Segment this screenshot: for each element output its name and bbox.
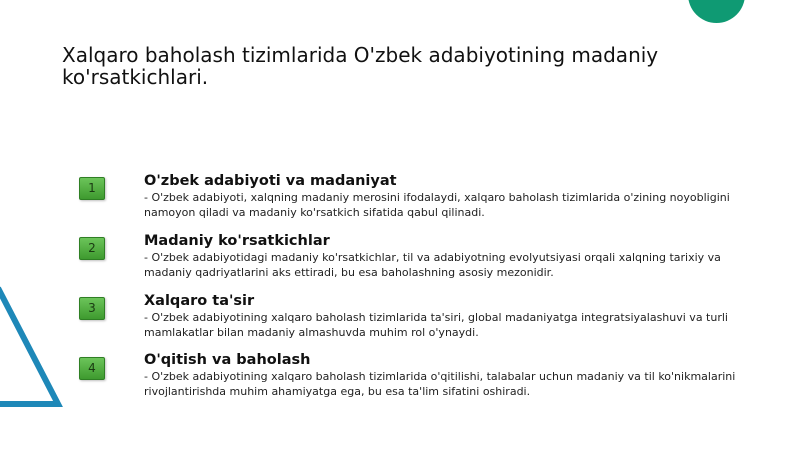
number-badge: 2 bbox=[79, 237, 105, 260]
number-badge: 4 bbox=[79, 357, 105, 380]
list-item bbox=[0, 292, 800, 352]
list-item bbox=[0, 232, 800, 292]
list-item bbox=[0, 172, 800, 232]
item-title: Madaniy ko'rsatkichlar bbox=[144, 233, 330, 249]
decorative-circle bbox=[688, 0, 745, 23]
item-title: O'qitish va baholash bbox=[144, 352, 311, 368]
item-description: - O'zbek adabiyotining xalqaro baholash tizimlarida o'qitilishi, talabalar uchun madaniy va til ko'nikmalarini rivojlantirishda muhim ahamiyatga ega, bu esa ta'lim sifatini oshiradi. bbox=[144, 370, 736, 398]
slide-title: Xalqaro baholash tizimlarida O'zbek adabiyotining madaniy ko'rsatkichlari. bbox=[62, 43, 659, 89]
number-badge: 1 bbox=[79, 177, 105, 200]
list-item bbox=[0, 351, 800, 411]
number-badge: 3 bbox=[79, 297, 105, 320]
item-title: O'zbek adabiyoti va madaniyat bbox=[144, 173, 397, 189]
item-description: - O'zbek adabiyotidagi madaniy ko'rsatkichlar, til va adabiyotning evolyutsiyasi orqali xalqning tarixiy va madaniy qadriyatlarini aks ettiradi, bu esa baholashning asosiy mezonidir. bbox=[144, 251, 721, 279]
item-title: Xalqaro ta'sir bbox=[144, 293, 255, 309]
item-description: - O'zbek adabiyotining xalqaro baholash tizimlarida ta'siri, global madaniyatga integratsiyalashuvi va turli mamlakatlar bilan madaniy almashuvda muhim rol o'ynaydi. bbox=[144, 311, 728, 339]
item-description: - O'zbek adabiyoti, xalqning madaniy merosini ifodalaydi, xalqaro baholash tizimlarida o'zining noyobligini namoyon qiladi va madaniy ko'rsatkich sifatida qabul qilinadi. bbox=[144, 191, 730, 219]
